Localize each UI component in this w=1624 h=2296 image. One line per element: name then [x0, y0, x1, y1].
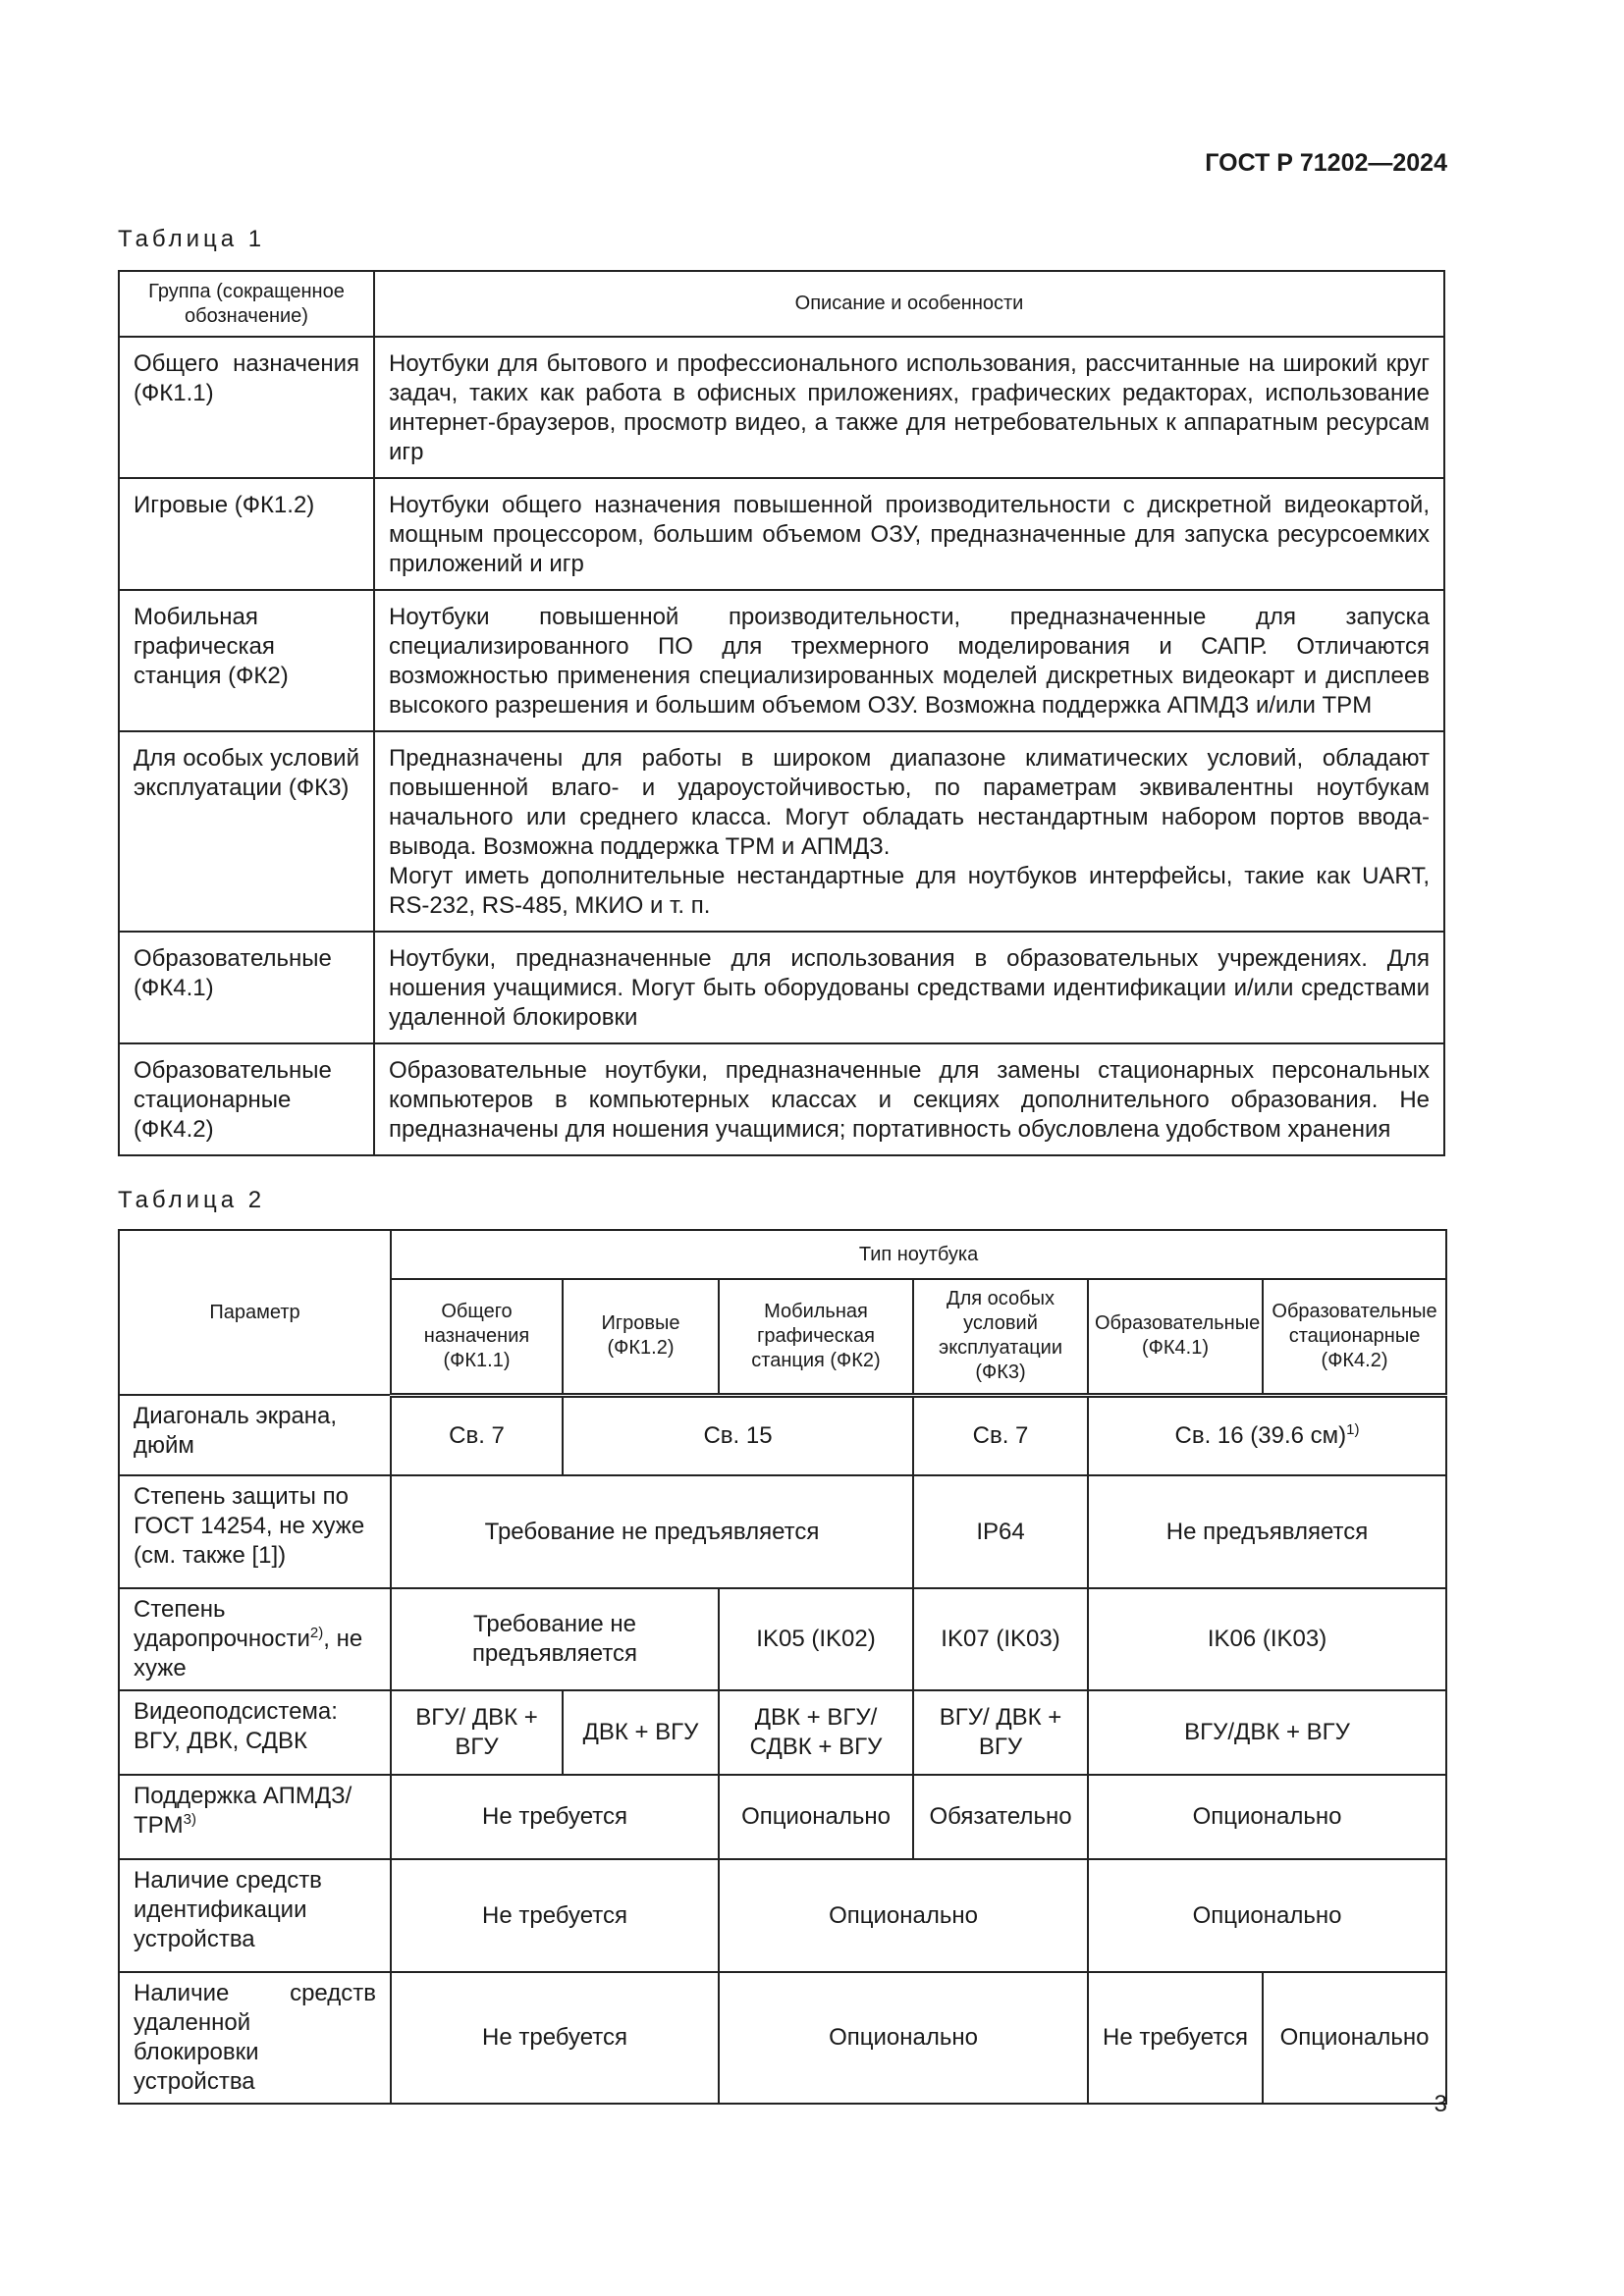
value-cell: Св. 15 — [563, 1395, 913, 1475]
group-cell: Общего назначения (ФК1.1) — [119, 337, 374, 478]
value-cell: Не требуется — [1088, 1972, 1263, 2104]
group-cell: Для особых условий эксплуатации (ФК3) — [119, 731, 374, 932]
value-cell: Не требуется — [391, 1972, 719, 2104]
value-cell: Опционально — [1088, 1859, 1446, 1972]
table-2 — [118, 1229, 1447, 2105]
value-cell: Не предъявляется — [1088, 1475, 1446, 1588]
table-row — [119, 1395, 1446, 1475]
value-cell: Требование не предъявляется — [391, 1475, 913, 1588]
footnote-mark: 2) — [309, 1625, 324, 1641]
param-cell — [119, 1775, 391, 1859]
type-header: Общего назначения (ФК1.1) — [391, 1279, 563, 1395]
value-cell: Не требуется — [391, 1859, 719, 1972]
value-cell: ВГУ/ ДВК + ВГУ — [913, 1690, 1088, 1775]
table-row — [119, 1690, 1446, 1775]
desc-paragraph: Могут иметь дополнительные нестандартные для ноутбуков интерфейсы, такие как UART, RS-232, RS-485, МКИО и т. п. — [389, 863, 1430, 919]
group-cell: Образовательные стационарные (ФК4.2) — [119, 1043, 374, 1155]
param-cell: Видеоподсистема: ВГУ, ДВК, СДВК — [119, 1690, 391, 1775]
table-row — [119, 932, 1444, 1043]
desc-cell — [374, 731, 1444, 932]
table1-col-desc: Описание и особенности — [374, 271, 1444, 337]
param-cell: Наличие средств удаленной блокировки устройства — [119, 1972, 391, 2104]
value-cell: IP64 — [913, 1475, 1088, 1588]
param-cell: Диагональ экрана, дюйм — [119, 1395, 391, 1475]
table-row — [119, 731, 1444, 932]
type-header: Мобильная графическая станция (ФК2) — [719, 1279, 913, 1395]
group-cell: Игровые (ФК1.2) — [119, 478, 374, 590]
value-cell: Опционально — [719, 1775, 913, 1859]
table-1 — [118, 270, 1445, 1156]
value-cell — [1088, 1395, 1446, 1475]
value-cell: ДВК + ВГУ/ СДВК + ВГУ — [719, 1690, 913, 1775]
param-text: Поддержка АПМДЗ/ TPM — [134, 1783, 352, 1839]
table2-caption: Таблица 2 — [118, 1187, 266, 1213]
footnote-mark: 3) — [183, 1811, 197, 1828]
desc-cell: Образовательные ноутбуки, предназначенные для замены стационарных персональных компьютеров в компьютерных классах и секциях дополнительного образования. Не предназначены для ношения учащимися; портативность обусловлена удобством хранения — [374, 1043, 1444, 1155]
value-cell: IK06 (IK03) — [1088, 1588, 1446, 1690]
group-cell: Образовательные (ФК4.1) — [119, 932, 374, 1043]
param-text: , не хуже — [134, 1626, 363, 1682]
table-row — [119, 337, 1444, 478]
param-cell — [119, 1588, 391, 1690]
value-cell: IK05 (IK02) — [719, 1588, 913, 1690]
value-cell: Опционально — [719, 1972, 1088, 2104]
desc-cell: Ноутбуки повышенной производительности, предназначенные для запуска специализированного ПО для трехмерного моделирования и САПР. Отличаются возможностью применения специализированных моделей дискретных видеокарт и дисплеев высокого разрешения и большим объемом ОЗУ. Возможна поддержка АПМДЗ и/или TPM — [374, 590, 1444, 731]
value-cell: ДВК + ВГУ — [563, 1690, 719, 1775]
table-row — [119, 1859, 1446, 1972]
table2-col-param: Параметр — [119, 1230, 391, 1395]
table-row — [119, 590, 1444, 731]
value-cell: Обязательно — [913, 1775, 1088, 1859]
type-header: Для особых условий эксплуатации (ФК3) — [913, 1279, 1088, 1395]
desc-cell: Ноутбуки для бытового и профессионального использования, рассчитанные на широкий круг задач, таких как работа в офисных приложениях, графических редакторах, использование интернет-браузеров, просмотр видео, а также для нетребовательных к аппаратным ресурсам игр — [374, 337, 1444, 478]
footnote-mark: 1) — [1346, 1420, 1360, 1438]
value-cell: Не требуется — [391, 1775, 719, 1859]
table-row — [119, 478, 1444, 590]
table1-caption: Таблица 1 — [118, 226, 266, 252]
table-row — [119, 1475, 1446, 1588]
value-cell: Опционально — [1263, 1972, 1446, 2104]
value-cell: Требование не предъявляется — [391, 1588, 719, 1690]
table-row — [119, 1775, 1446, 1859]
desc-cell: Ноутбуки, предназначенные для использования в образовательных учреждениях. Для ношения учащимися. Могут быть оборудованы средствами идентификации и/или средствами удаленной блокировки — [374, 932, 1444, 1043]
table2-col-type: Тип ноутбука — [391, 1230, 1446, 1279]
param-cell: Наличие средств идентификации устройства — [119, 1859, 391, 1972]
value-cell: Опционально — [1088, 1775, 1446, 1859]
table2-header-row — [119, 1230, 1446, 1279]
value-cell: IK07 (IK03) — [913, 1588, 1088, 1690]
table-row — [119, 1588, 1446, 1690]
value-text: Св. 16 (39.6 см) — [1174, 1421, 1347, 1449]
desc-cell: Ноутбуки общего назначения повышенной производительности с дискретной видеокартой, мощным процессором, большим объемом ОЗУ, предназначенные для запуска ресурсоемких приложений и игр — [374, 478, 1444, 590]
type-header: Образовательные (ФК4.1) — [1088, 1279, 1263, 1395]
desc-paragraph: Предназначены для работы в широком диапазоне климатических условий, обладают повышенной влаго- и удароустойчивостью, по параметрам эквивалентны ноутбукам начального или среднего класса. Могут обладать нестандартным набором портов ввода-вывода. Возможна поддержка TPM и АПМДЗ. — [389, 745, 1430, 860]
value-cell: ВГУ/ ДВК + ВГУ — [391, 1690, 563, 1775]
type-header: Образовательные стационарные (ФК4.2) — [1263, 1279, 1446, 1395]
value-cell: Св. 7 — [391, 1395, 563, 1475]
value-cell: Опционально — [719, 1859, 1088, 1972]
type-header: Игровые (ФК1.2) — [563, 1279, 719, 1395]
table-row — [119, 1972, 1446, 2104]
group-cell: Мобильная графическая станция (ФК2) — [119, 590, 374, 731]
table1-header-row — [119, 271, 1444, 337]
table1-col-group: Группа (сокращенное обозначение) — [119, 271, 374, 337]
page-number: 3 — [1434, 2091, 1447, 2117]
param-cell: Степень защиты по ГОСТ 14254, не хуже (см. также [1]) — [119, 1475, 391, 1588]
value-cell: ВГУ/ДВК + ВГУ — [1088, 1690, 1446, 1775]
standard-code: ГОСТ Р 71202—2024 — [1205, 149, 1447, 177]
table-row — [119, 1043, 1444, 1155]
value-cell: Св. 7 — [913, 1395, 1088, 1475]
param-text: Степень ударопрочности — [134, 1596, 310, 1652]
